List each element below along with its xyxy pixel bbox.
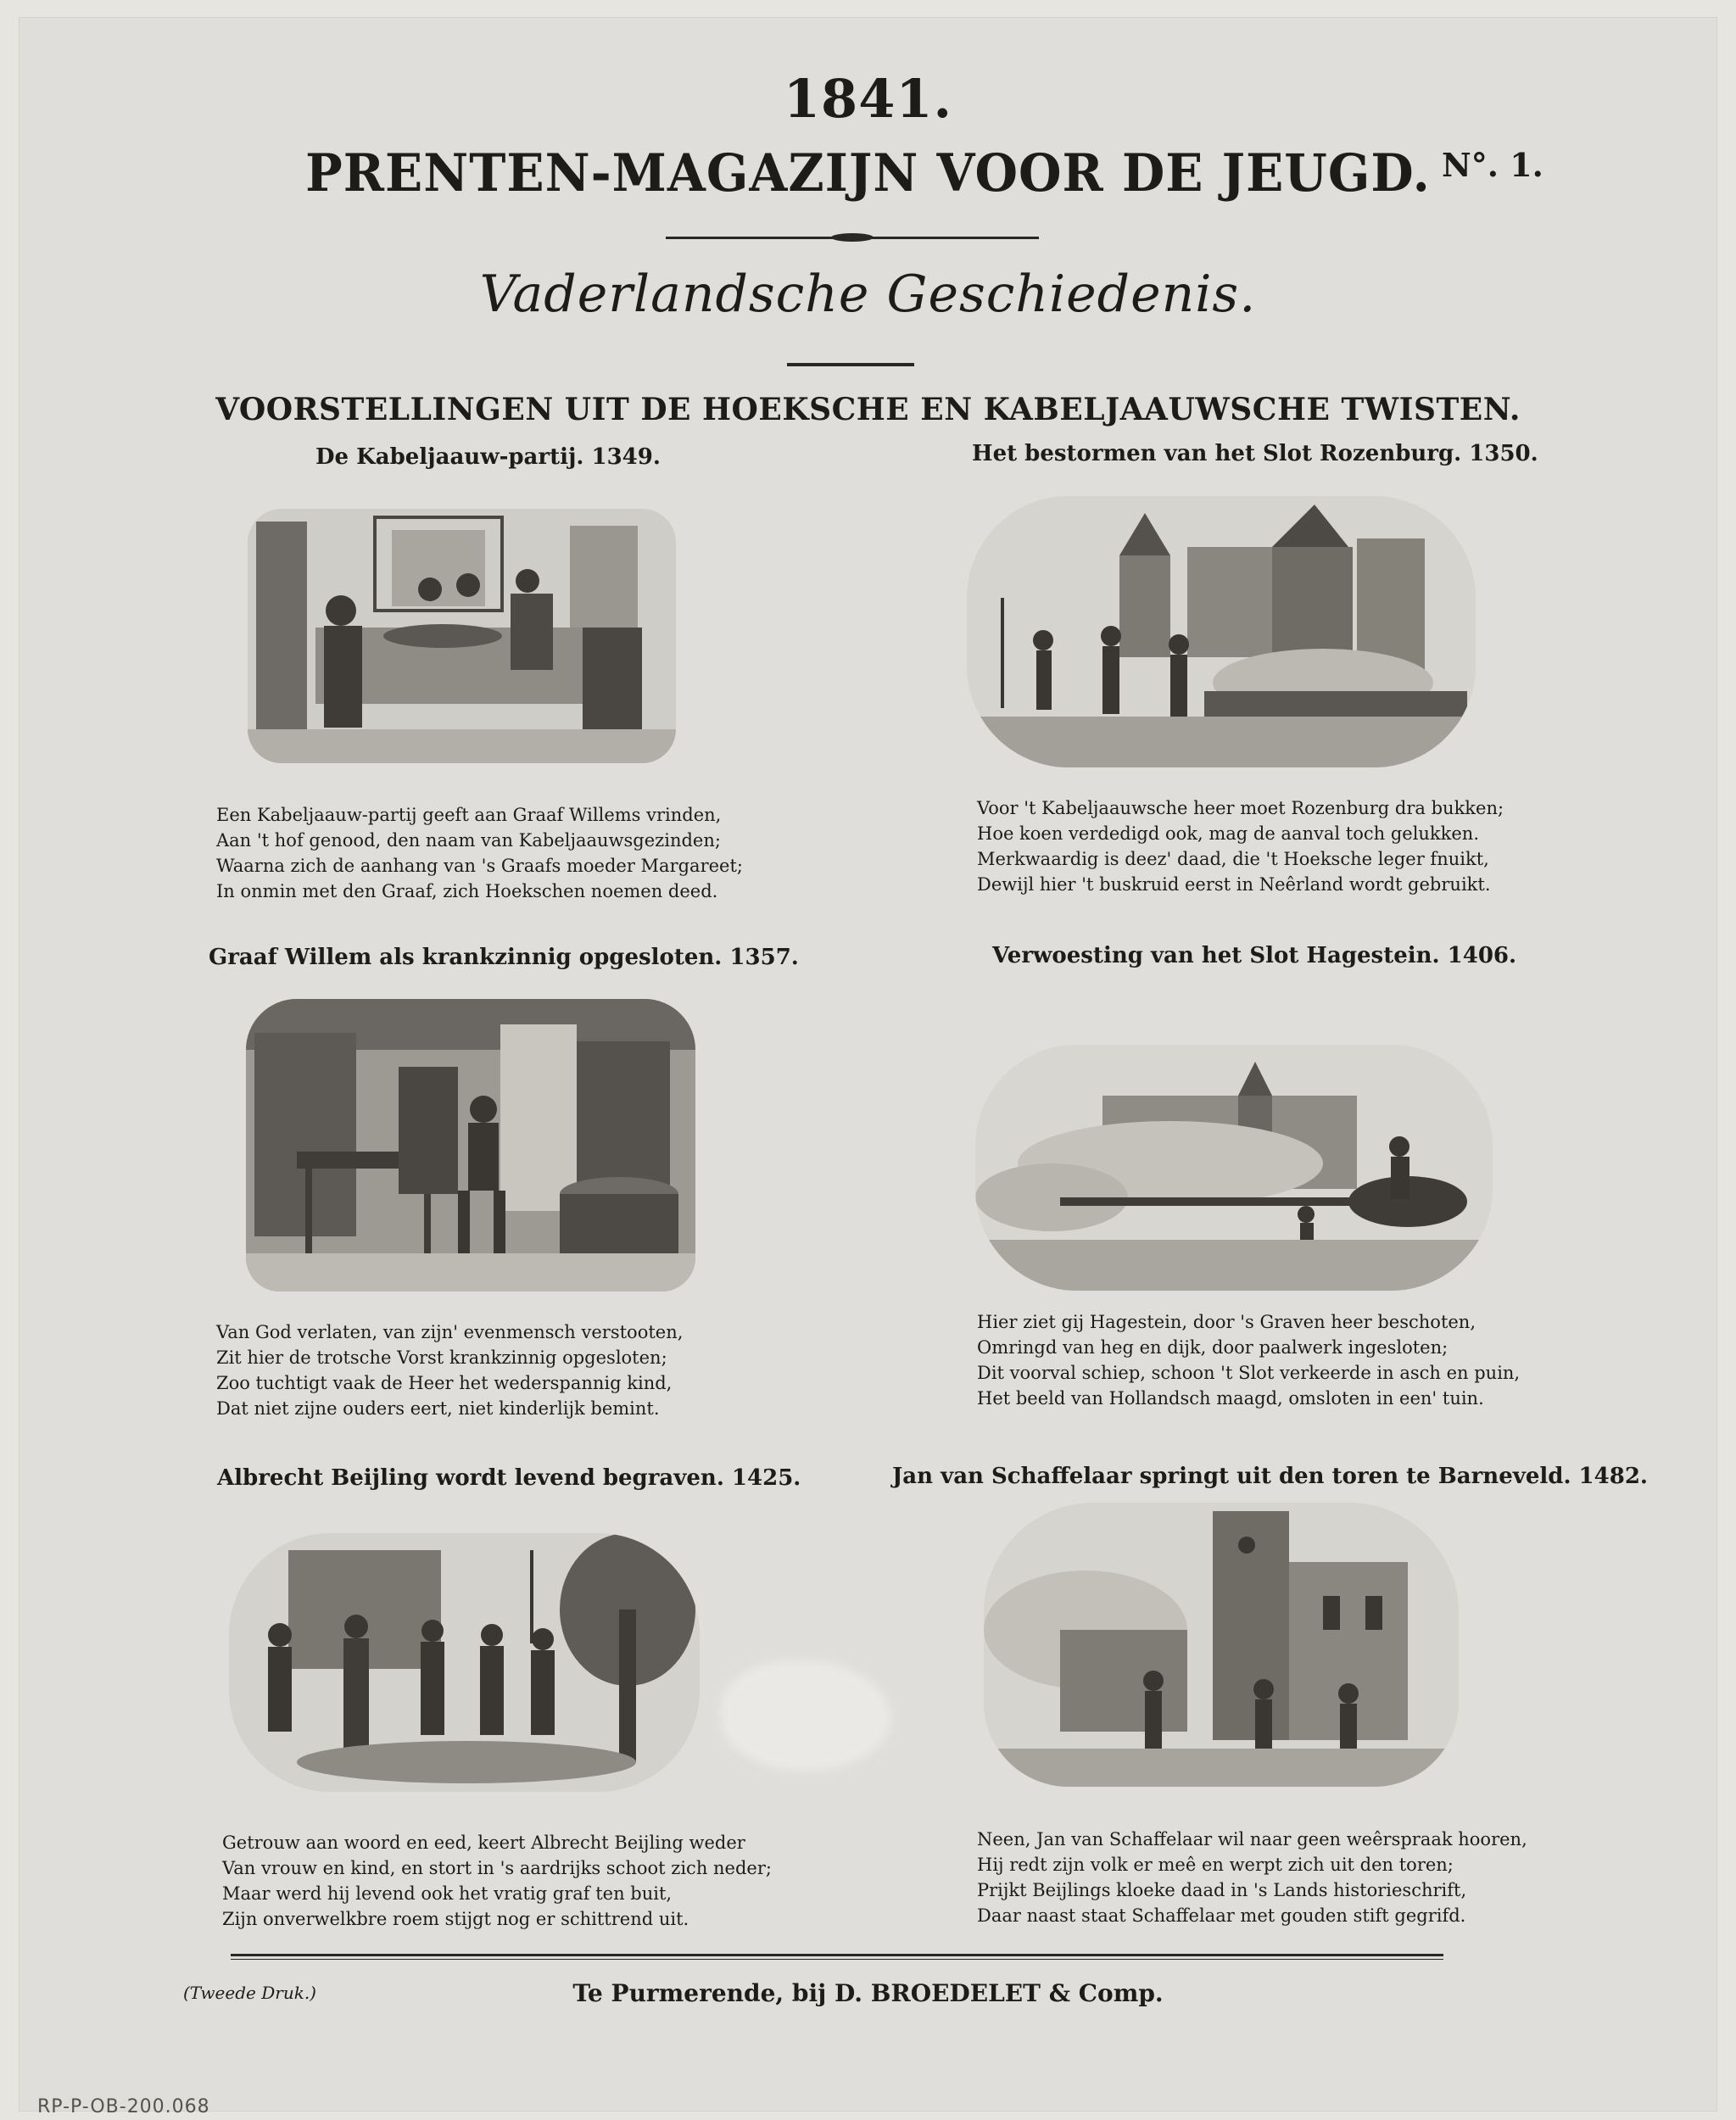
verse-line: Van vrouw en kind, en stort in 's aardrijks schoot zich neder; — [222, 1858, 772, 1878]
verse — [216, 1319, 683, 1421]
edition-note: (Tweede Druk.) — [183, 1983, 316, 2003]
paper-damage — [721, 1660, 890, 1771]
engraving-castle-destruction — [975, 1045, 1493, 1291]
print-title: De Kabeljaauw-partij. 1349. — [315, 444, 661, 470]
verse-line: Prijkt Beijlings kloeke daad in 's Lands historieschrift, — [977, 1880, 1467, 1900]
verse-line: Dit voorval schiep, schoon 't Slot verkeerde in asch en puin, — [977, 1363, 1521, 1383]
magazine-title: PRENTEN-MAGAZIJN VOOR DE JEUGD. — [305, 142, 1431, 204]
verse-line: Voor 't Kabeljaauwsche heer moet Rozenburg dra bukken; — [977, 798, 1504, 818]
verse-line: Hier ziet gij Hagestein, door 's Graven heer beschoten, — [977, 1312, 1476, 1332]
verse — [977, 1827, 1527, 1928]
engraving-burial-scene — [229, 1533, 700, 1792]
verse — [222, 1830, 772, 1932]
verse-line: Maar werd hij levend ook het vratig graf ten buit, — [222, 1883, 673, 1904]
verse-line: Zijn onverwelkbre roem stijgt nog er schittrend uit. — [222, 1909, 689, 1929]
inventory-number: RP-P-OB-200.068 — [37, 2096, 210, 2117]
engraving-council-scene — [248, 509, 676, 763]
publisher-line: Te Purmerende, bij D. BROEDELET & Comp. — [572, 1979, 1164, 2007]
verse-line: Neen, Jan van Schaffelaar wil naar geen weêrspraak hooren, — [977, 1829, 1527, 1849]
verse-line: Een Kabeljaauw-partij geeft aan Graaf Willems vrinden, — [216, 805, 722, 825]
verse-line: Van God verlaten, van zijn' evenmensch verstooten, — [216, 1322, 684, 1342]
print-title: Jan van Schaffelaar springt uit den toren te Barneveld. 1482. — [892, 1464, 1648, 1489]
engraving-imprisoned-count — [246, 999, 695, 1292]
issue-number: N°. 1. — [1442, 146, 1543, 184]
short-rule — [787, 363, 914, 366]
engraving-castle-siege — [967, 496, 1476, 767]
verse-line: In onmin met den Graaf, zich Hoekschen noemen deed. — [216, 881, 718, 901]
verse — [977, 1309, 1520, 1411]
verse-line: Zoo tuchtigt vaak de Heer het wederspannig kind, — [216, 1373, 673, 1393]
section-title: Vaderlandsche Geschiedenis. — [479, 265, 1257, 324]
subtitle: VOORSTELLINGEN UIT DE HOEKSCHE EN KABELJAAUWSCHE TWISTEN. — [215, 392, 1521, 427]
verse-line: Dewijl hier 't buskruid eerst in Neêrland wordt gebruikt. — [977, 874, 1491, 895]
print-title: Verwoesting van het Slot Hagestein. 1406. — [992, 943, 1517, 968]
verse — [216, 802, 743, 904]
verse-line: Daar naast staat Schaffelaar met gouden stift gegrifd. — [977, 1905, 1466, 1926]
verse-line: Zit hier de trotsche Vorst krankzinnig opgesloten; — [216, 1347, 667, 1368]
print-title: Graaf Willem als krankzinnig opgesloten. 1357. — [209, 945, 799, 970]
print-title: Het bestormen van het Slot Rozenburg. 1350. — [972, 441, 1538, 466]
print-title: Albrecht Beijling wordt levend begraven. 1425. — [217, 1465, 801, 1491]
verse-line: Merkwaardig is deez' daad, die 't Hoeksche leger fnuikt, — [977, 849, 1489, 869]
ornament-rule — [666, 233, 1039, 243]
footer-rule-thin — [231, 1959, 1443, 1960]
verse-line: Getrouw aan woord en eed, keert Albrecht Beijling weder — [222, 1833, 745, 1853]
verse-line: Het beeld van Hollandsch maagd, omsloten in een' tuin. — [977, 1388, 1484, 1409]
verse-line: Hij redt zijn volk er meê en werpt zich uit den toren; — [977, 1855, 1454, 1875]
footer-rule — [231, 1954, 1443, 1956]
verse — [977, 795, 1504, 897]
verse-line: Aan 't hof genood, den naam van Kabeljaauwsgezinden; — [216, 830, 721, 851]
year: 1841. — [783, 68, 953, 130]
verse-line: Omringd van heg en dijk, door paalwerk ingesloten; — [977, 1337, 1449, 1358]
verse-line: Hoe koen verdedigd ook, mag de aanval toch gelukken. — [977, 823, 1480, 844]
verse-line: Waarna zich de aanhang van 's Graafs moeder Margareet; — [216, 856, 743, 876]
engraving-tower-jump — [984, 1503, 1459, 1787]
verse-line: Dat niet zijne ouders eert, niet kinderlijk bemint. — [216, 1398, 660, 1419]
